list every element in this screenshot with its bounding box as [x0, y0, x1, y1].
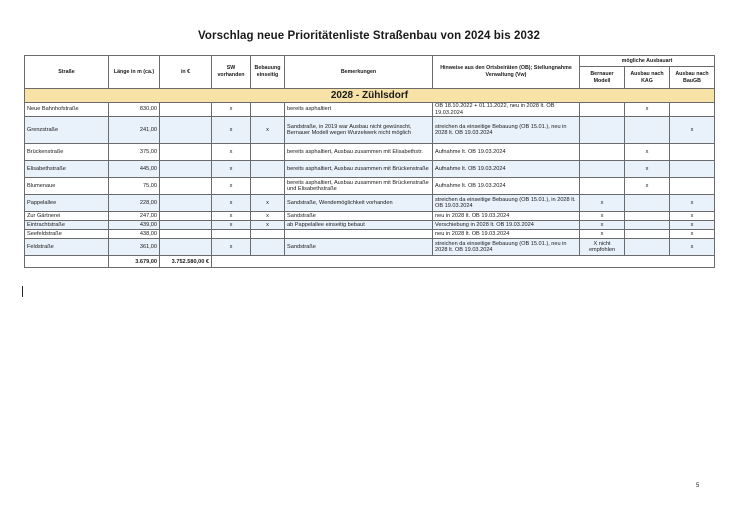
cell-bemerkung: ab Pappelallee einseitig bebaut — [285, 221, 433, 230]
cell-hinweis: neu in 2028 lt. OB 19.03.2024 — [433, 230, 580, 239]
cell-euro — [160, 161, 212, 178]
cell-laenge: 247,00 — [109, 212, 160, 221]
cell-hinweis: streichen da einseitige Bebauung (OB 15.01.), neu in 2028 lt. OB 19.03.2024 — [433, 239, 580, 256]
cell-bemerkung: Sandstraße — [285, 239, 433, 256]
cell-sw: x — [212, 221, 251, 230]
cell-bemerkung — [285, 230, 433, 239]
cell-bernauer — [580, 178, 625, 195]
cell-strasse: Grenzstraße — [25, 117, 109, 144]
header-bemerkungen: Bemerkungen — [285, 56, 433, 89]
cell-laenge: 75,00 — [109, 178, 160, 195]
cell-kag: x — [625, 144, 670, 161]
cell-euro — [160, 230, 212, 239]
cell-hinweis: Verschiebung in 2028 lt. OB 19.03.2024 — [433, 221, 580, 230]
header-bebauung: Bebauung einseitig — [251, 56, 285, 89]
cell-sw: x — [212, 144, 251, 161]
cell-euro — [160, 239, 212, 256]
table-row — [25, 195, 715, 212]
text-cursor — [22, 286, 23, 297]
cell-baugb — [670, 161, 715, 178]
header-ausbauart-group: mögliche Ausbauart — [580, 56, 715, 67]
cell-strasse: Eintrachtstraße — [25, 221, 109, 230]
cell-bemerkung: Sandstraße — [285, 212, 433, 221]
table-row — [25, 230, 715, 239]
cell-baugb — [670, 144, 715, 161]
header-baugb: Ausbau nach BauGB — [670, 67, 715, 89]
year-section-label: 2028 - Zühlsdorf — [25, 89, 715, 103]
cell-euro — [160, 178, 212, 195]
cell-kag: x — [625, 103, 670, 117]
cell-strasse: Elisabethstraße — [25, 161, 109, 178]
cell-bemerkung: Sandstraße, Wendemöglichkeit vorhanden — [285, 195, 433, 212]
cell-bernauer — [580, 117, 625, 144]
cell-euro — [160, 195, 212, 212]
cell-hinweis: neu in 2028 lt. OB 19.03.2024 — [433, 212, 580, 221]
cell-kag: x — [625, 161, 670, 178]
cell-hinweis: Aufnahme lt. OB 19.03.2024 — [433, 144, 580, 161]
cell-bebauung — [251, 144, 285, 161]
cell-euro — [160, 117, 212, 144]
cell-sw — [212, 230, 251, 239]
cell-strasse: Seefeldstraße — [25, 230, 109, 239]
header-bernauer: Bernauer Modell — [580, 67, 625, 89]
cell-euro — [160, 103, 212, 117]
cell-baugb: x — [670, 117, 715, 144]
cell-bernauer — [580, 144, 625, 161]
cell-baugb: x — [670, 230, 715, 239]
cell-baugb — [670, 103, 715, 117]
table-row — [25, 117, 715, 144]
cell-bemerkung: bereits asphaltiert, Ausbau zusammen mit Brückenstraße — [285, 161, 433, 178]
cell-hinweis: OB 18.10.2022 + 01.11.2022, neu in 2028 lt. OB 19.03.2024 — [433, 103, 580, 117]
cell-kag — [625, 212, 670, 221]
table-row — [25, 178, 715, 195]
cell-laenge: 438,00 — [109, 230, 160, 239]
cell-bebauung — [251, 239, 285, 256]
cell-bemerkung: bereits asphaltiert, Ausbau zusammen mit Elisabethstr. — [285, 144, 433, 161]
table-row — [25, 239, 715, 256]
cell-strasse: Zur Gärtnerei — [25, 212, 109, 221]
cell-sw: x — [212, 161, 251, 178]
cell-laenge: 361,00 — [109, 239, 160, 256]
header-laenge: Länge in m (ca.) — [109, 56, 160, 89]
cell-kag — [625, 230, 670, 239]
cell-bernauer: x — [580, 195, 625, 212]
cell-bemerkung: Sandstraße, in 2019 war Ausbau nicht gewünscht, Bernauer Modell wegen Wurzelwerk nicht möglich — [285, 117, 433, 144]
header-euro: in € — [160, 56, 212, 89]
table-row — [25, 212, 715, 221]
cell-euro — [160, 221, 212, 230]
cell-strasse: Pappelallee — [25, 195, 109, 212]
table-row — [25, 221, 715, 230]
header-strasse: Straße — [25, 56, 109, 89]
cell-baugb: x — [670, 212, 715, 221]
cell-bemerkung: bereits asphaltiert — [285, 103, 433, 117]
cell-bernauer: X nicht empfohlen — [580, 239, 625, 256]
total-laenge: 3.679,00 — [109, 256, 160, 268]
table-row — [25, 103, 715, 117]
cell-strasse: Blumenaue — [25, 178, 109, 195]
table-row — [25, 161, 715, 178]
page-number: 5 — [696, 483, 700, 489]
cell-euro — [160, 212, 212, 221]
cell-sw: x — [212, 195, 251, 212]
cell-hinweis: Aufnahme lt. OB 19.03.2024 — [433, 161, 580, 178]
cell-sw: x — [212, 212, 251, 221]
total-euro: 3.752.580,00 € — [160, 256, 212, 268]
cell-bebauung — [251, 161, 285, 178]
cell-bebauung: x — [251, 221, 285, 230]
cell-kag — [625, 239, 670, 256]
cell-strasse: Neue Bahnhofstraße — [25, 103, 109, 117]
cell-bebauung: x — [251, 195, 285, 212]
header-kag: Ausbau nach KAG — [625, 67, 670, 89]
cell-sw: x — [212, 103, 251, 117]
cell-bernauer: x — [580, 221, 625, 230]
totals-row — [25, 256, 715, 268]
cell-bebauung — [251, 178, 285, 195]
cell-baugb — [670, 178, 715, 195]
priority-table — [24, 55, 715, 268]
cell-bebauung — [251, 103, 285, 117]
cell-laenge: 375,00 — [109, 144, 160, 161]
cell-baugb: x — [670, 239, 715, 256]
cell-laenge: 439,00 — [109, 221, 160, 230]
cell-hinweis: streichen da einseitige Bebauung (OB 15.01.), neu in 2028 lt. OB 19.03.2024 — [433, 117, 580, 144]
cell-laenge: 241,00 — [109, 117, 160, 144]
document-title: Vorschlag neue Prioritätenliste Straßenbau von 2024 bis 2032 — [198, 30, 540, 42]
cell-hinweis: Aufnahme lt. OB 19.03.2024 — [433, 178, 580, 195]
header-hinweise: Hinweise aus den Ortsbeiräten (OB); Stellungnahme Verwaltung (Vw) — [433, 56, 580, 89]
cell-strasse: Brückenstraße — [25, 144, 109, 161]
cell-baugb: x — [670, 195, 715, 212]
cell-kag: x — [625, 178, 670, 195]
cell-sw: x — [212, 117, 251, 144]
cell-baugb: x — [670, 221, 715, 230]
header-sw: SW vorhanden — [212, 56, 251, 89]
cell-kag — [625, 221, 670, 230]
cell-hinweis: streichen da einseitige Bebauung (OB 15.01.), in 2028 lt. OB 19.03.2024 — [433, 195, 580, 212]
cell-euro — [160, 144, 212, 161]
cell-laenge: 228,00 — [109, 195, 160, 212]
cell-kag — [625, 117, 670, 144]
cell-bernauer: x — [580, 212, 625, 221]
cell-kag — [625, 195, 670, 212]
cell-laenge: 830,00 — [109, 103, 160, 117]
cell-sw: x — [212, 178, 251, 195]
cell-bebauung — [251, 230, 285, 239]
cell-bernauer — [580, 103, 625, 117]
table-row — [25, 144, 715, 161]
cell-bernauer — [580, 161, 625, 178]
cell-sw: x — [212, 239, 251, 256]
cell-bernauer: x — [580, 230, 625, 239]
cell-bemerkung: bereits asphaltiert, Ausbau zusammen mit Brückenstraße und Elisabethstraße — [285, 178, 433, 195]
cell-bebauung: x — [251, 117, 285, 144]
cell-laenge: 445,00 — [109, 161, 160, 178]
cell-bebauung: x — [251, 212, 285, 221]
cell-strasse: Feldstraße — [25, 239, 109, 256]
